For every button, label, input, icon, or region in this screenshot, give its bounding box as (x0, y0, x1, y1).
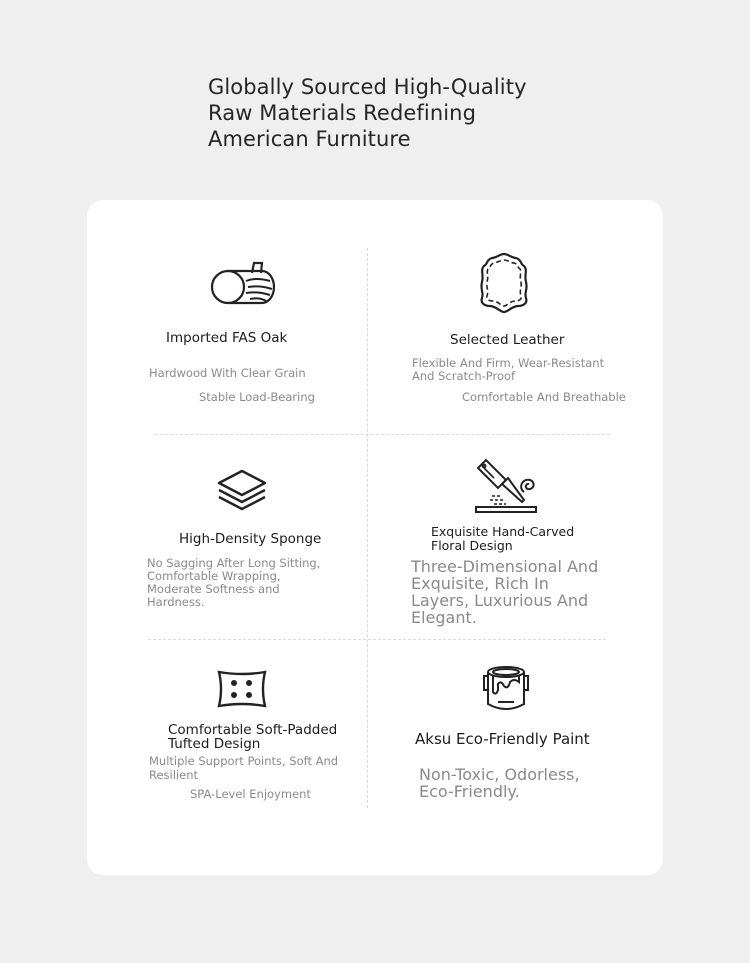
paint-bucket-icon (482, 664, 530, 714)
feature-text: No Sagging After Long Sitting, Comfortable Wrapping, Moderate Softness and Hardness. (147, 556, 321, 609)
feature-text: Comfortable And Breathable (462, 390, 626, 404)
feature-title: High-Density Sponge (179, 531, 322, 547)
tufted-cushion-icon (215, 668, 269, 710)
page-title: Globally Sourced High-Quality Raw Materials Redefining American Furniture (208, 75, 527, 151)
leather-hide-icon (478, 252, 530, 314)
feature-title: Aksu Eco-Friendly Paint (415, 730, 590, 748)
horizontal-divider (148, 639, 606, 640)
feature-title: Exquisite Hand-Carved Floral Design (431, 524, 575, 553)
carving-knife-icon (474, 456, 540, 516)
feature-title: Selected Leather (450, 332, 565, 348)
log-icon (210, 259, 276, 307)
vertical-divider (367, 248, 368, 808)
feature-text: Three-Dimensional And Exquisite, Rich In Layers, Luxurious And Elegant. (411, 557, 599, 627)
feature-title: Comfortable Soft-Padded Tufted Design (168, 722, 338, 752)
feature-title: Imported FAS Oak (166, 330, 288, 346)
feature-text: Multiple Support Points, Soft And Resilient (149, 754, 339, 782)
feature-text: Non-Toxic, Odorless, Eco-Friendly. (419, 765, 580, 801)
feature-text: Hardwood With Clear Grain (149, 366, 306, 380)
feature-text: SPA-Level Enjoyment (190, 787, 311, 801)
horizontal-divider (155, 434, 610, 435)
layers-icon (217, 469, 267, 511)
feature-text: Flexible And Firm, Wear-Resistant And Scratch-Proof (412, 356, 605, 383)
feature-text: Stable Load-Bearing (199, 390, 315, 404)
